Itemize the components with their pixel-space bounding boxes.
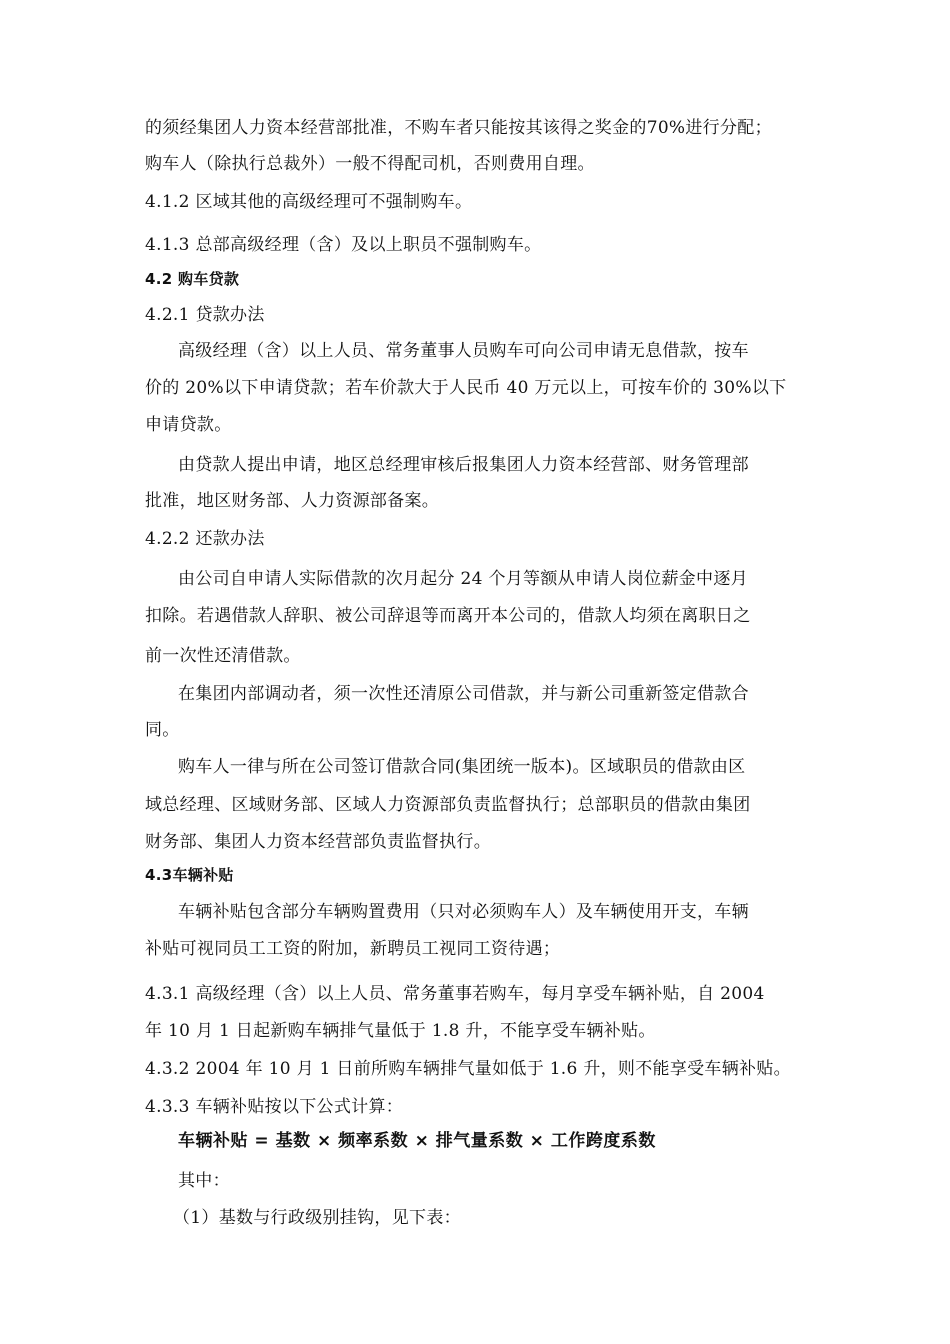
section-heading: 4.1.3 总部高级经理（含）及以上职员不强制购车。: [145, 235, 542, 255]
paragraph-line: 补贴可视同员工工资的附加，新聘员工视同工资待遇；: [145, 939, 561, 959]
paragraph-line: 前一次性还清借款。: [145, 646, 301, 666]
paragraph-line: 4.3.2 2004 年 10 月 1 日前所购车辆排气量如低于 1.6 升，则不能享受车辆补贴。: [145, 1059, 791, 1079]
section-heading: 4.2.2 还款办法: [145, 529, 265, 549]
paragraph-line: 高级经理（含）以上人员、常务董事人员购车可向公司申请无息借款，按车: [178, 341, 749, 361]
paragraph-line: 4.3.1 高级经理（含）以上人员、常务董事若购车，每月享受车辆补贴，自 2004: [145, 984, 765, 1004]
section-heading: 4.3车辆补贴: [145, 866, 234, 884]
section-heading: 4.2 购车贷款: [145, 270, 240, 288]
paragraph-line: 申请贷款。: [145, 415, 232, 435]
paragraph-line: 其中：: [178, 1171, 230, 1191]
section-heading: 4.3.3 车辆补贴按以下公式计算：: [145, 1097, 404, 1117]
paragraph-line: 财务部、集团人力资本经营部负责监督执行。: [145, 832, 491, 852]
paragraph-line: 扣除。若遇借款人辞职、被公司辞退等而离开本公司的，借款人均须在离职日之: [145, 606, 751, 626]
paragraph-line: 由贷款人提出申请，地区总经理审核后报集团人力资本经营部、财务管理部: [178, 455, 749, 475]
section-heading: 4.2.1 贷款办法: [145, 305, 265, 325]
formula: 车辆补贴 = 基数 × 频率系数 × 排气量系数 × 工作跨度系数: [178, 1131, 656, 1151]
text-line: 的须经集团人力资本经营部批准，不购车者只能按其该得之奖金的70%进行分配；: [145, 118, 772, 138]
paragraph-line: 价的 20%以下申请贷款；若车价款大于人民币 40 万元以上，可按车价的 30%以下: [145, 378, 787, 398]
paragraph-line: （1）基数与行政级别挂钩，见下表：: [173, 1208, 461, 1228]
paragraph-line: 在集团内部调动者，须一次性还清原公司借款，并与新公司重新签定借款合: [178, 684, 749, 704]
paragraph-line: 批准，地区财务部、人力资源部备案。: [145, 491, 440, 511]
section-heading: 4.1.2 区域其他的高级经理可不强制购车。: [145, 192, 473, 212]
paragraph-line: 域总经理、区域财务部、区域人力资源部负责监督执行；总部职员的借款由集团: [145, 795, 751, 815]
paragraph-line: 同。: [145, 720, 180, 740]
paragraph-line: 车辆补贴包含部分车辆购置费用（只对必须购车人）及车辆使用开支，车辆: [178, 902, 749, 922]
text-line: 购车人（除执行总裁外）一般不得配司机，否则费用自理。: [145, 154, 595, 174]
paragraph-line: 由公司自申请人实际借款的次月起分 24 个月等额从申请人岗位薪金中逐月: [178, 569, 748, 589]
paragraph-line: 购车人一律与所在公司签订借款合同(集团统一版本)。区域职员的借款由区: [178, 757, 746, 777]
paragraph-line: 年 10 月 1 日起新购车辆排气量低于 1.8 升，不能享受车辆补贴。: [145, 1021, 656, 1041]
